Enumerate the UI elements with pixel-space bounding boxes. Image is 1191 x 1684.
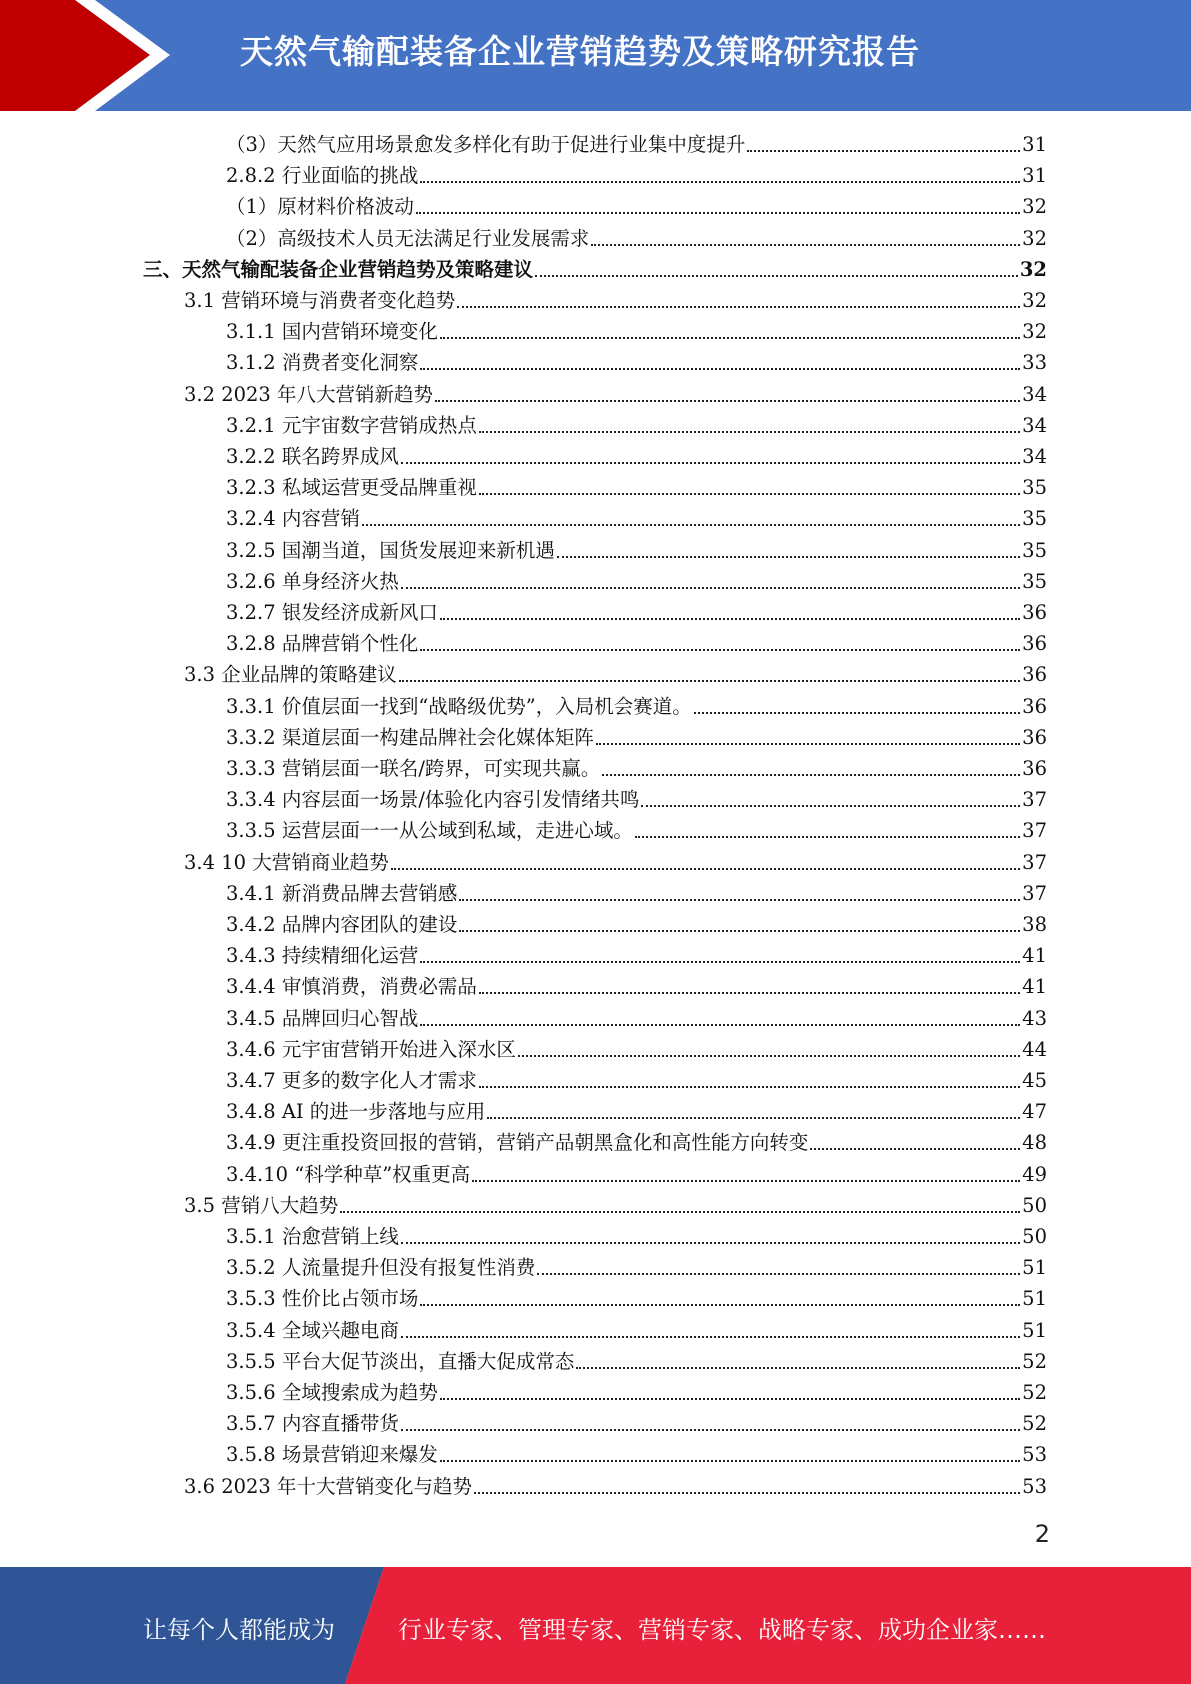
toc-entry-page: 52	[1022, 1381, 1047, 1404]
toc-entry[interactable]	[143, 252, 1047, 283]
toc-entry-page: 36	[1022, 725, 1047, 749]
toc-dot-leader	[340, 1211, 1020, 1213]
toc-entry-label: 3.5 营销八大趋势	[184, 1193, 339, 1217]
toc-dot-leader	[474, 1492, 1020, 1494]
toc-entry[interactable]	[226, 1001, 1047, 1032]
toc-entry-page: 32	[1022, 226, 1047, 250]
toc-entry[interactable]	[226, 1063, 1047, 1094]
toc-entry-page: 43	[1022, 1006, 1047, 1030]
toc-entry[interactable]	[226, 221, 1047, 252]
toc-entry-label: 3.2 2023 年八大营销新趋势	[184, 382, 434, 406]
toc-entry[interactable]	[226, 813, 1047, 844]
toc-dot-leader	[635, 836, 1020, 838]
toc-entry-page: 35	[1022, 507, 1047, 531]
toc-dot-leader	[487, 1117, 1020, 1119]
toc-dot-leader	[747, 150, 1020, 152]
toc-dot-leader	[401, 1336, 1020, 1338]
toc-entry-page: 50	[1022, 1225, 1047, 1248]
toc-dot-leader	[576, 1367, 1020, 1369]
toc-entry-label: 3.4.8 AI 的进一步落地与应用	[226, 1100, 486, 1124]
toc-entry[interactable]	[226, 533, 1047, 564]
toc-dot-leader	[420, 961, 1020, 963]
toc-entry-label: 3.4.9 更注重投资回报的营销，营销产品朝黑盒化和高性能方向转变	[226, 1131, 809, 1155]
toc-entry[interactable]	[226, 782, 1047, 813]
toc-dot-leader	[420, 649, 1020, 651]
toc-entry-label: （1）原材料价格波动	[226, 195, 414, 219]
toc-entry-page: 52	[1022, 1412, 1047, 1436]
toc-entry-page: 36	[1022, 663, 1047, 687]
toc-entry-page: 37	[1022, 819, 1047, 843]
toc-entry[interactable]	[226, 876, 1047, 907]
toc-dot-leader	[440, 618, 1020, 620]
toc-entry-label: 3.5.3 性价比占领市场	[226, 1287, 419, 1311]
toc-entry-page: 36	[1022, 601, 1047, 624]
toc-entry-page: 48	[1022, 1131, 1047, 1155]
toc-dot-leader	[535, 275, 1018, 277]
toc-entry[interactable]	[184, 283, 1047, 314]
toc-dot-leader	[596, 743, 1020, 745]
toc-entry-label: 3.2.4 内容营销	[226, 507, 360, 531]
toc-entry[interactable]	[226, 626, 1047, 657]
toc-dot-leader	[435, 400, 1020, 402]
toc-entry-label: 3.4.6 元宇宙营销开始进入深水区	[226, 1037, 516, 1061]
toc-entry-label: （2）高级技术人员无法满足行业发展需求	[226, 226, 590, 250]
toc-entry-page: 33	[1022, 351, 1047, 375]
toc-entry-page: 45	[1022, 1069, 1047, 1092]
toc-entry-label: 3.5.2 人流量提升但没有报复性消费	[226, 1256, 536, 1280]
page-header	[0, 0, 1191, 111]
toc-entry-page: 41	[1022, 944, 1047, 968]
toc-entry-page: 35	[1022, 569, 1047, 593]
toc-entry[interactable]	[184, 377, 1047, 408]
toc-entry-label: 2.8.2 行业面临的挑战	[226, 164, 419, 188]
toc-entry-page: 31	[1022, 164, 1047, 188]
toc-entry-page: 53	[1022, 1443, 1047, 1467]
toc-entry[interactable]	[226, 127, 1047, 158]
toc-entry-label: 3.1 营销环境与消费者变化趋势	[184, 289, 456, 312]
toc-entry-label: 3.1.1 国内营销环境变化	[226, 320, 438, 344]
toc-entry-label: 3.4.5 品牌回归心智战	[226, 1006, 419, 1030]
toc-entry-label: 3.5.8 场景营销迎来爆发	[226, 1443, 438, 1467]
toc-entry[interactable]	[226, 314, 1047, 345]
toc-entry[interactable]	[226, 189, 1047, 220]
footer-slogan-left: 让每个人都能成为	[143, 1616, 335, 1644]
toc-entry-page: 36	[1022, 757, 1047, 780]
toc-entry[interactable]	[226, 969, 1047, 1000]
toc-entry-label: 3.4.2 品牌内容团队的建设	[226, 913, 458, 936]
toc-entry-label: 3.5.4 全域兴趣电商	[226, 1318, 399, 1342]
toc-entry-page: 51	[1022, 1256, 1047, 1280]
toc-entry[interactable]	[226, 938, 1047, 969]
toc-entry-label: 3.4 10 大营销商业趋势	[184, 850, 389, 874]
toc-entry[interactable]	[226, 1406, 1047, 1437]
toc-entry[interactable]	[226, 501, 1047, 532]
toc-entry-label: 三、天然气输配装备企业营销趋势及策略建议	[143, 257, 534, 281]
toc-dot-leader	[479, 992, 1020, 994]
toc-dot-leader	[457, 306, 1020, 308]
toc-entry[interactable]	[184, 657, 1047, 688]
toc-entry-page: 47	[1022, 1100, 1047, 1124]
toc-entry[interactable]	[226, 1375, 1047, 1406]
report-title: 天然气输配装备企业营销趋势及策略研究报告	[240, 32, 920, 71]
toc-entry-label: 3.5.6 全域搜索成为趋势	[226, 1381, 438, 1404]
toc-entry[interactable]	[184, 1188, 1047, 1219]
toc-dot-leader	[557, 556, 1020, 558]
toc-entry-label: 3.5.5 平台大促节淡出，直播大促成常态	[226, 1349, 575, 1373]
toc-entry-label: 3.2.3 私域运营更受品牌重视	[226, 476, 477, 500]
toc-dot-leader	[479, 431, 1020, 433]
toc-dot-leader	[641, 805, 1020, 807]
toc-dot-leader	[459, 930, 1020, 932]
toc-entry[interactable]	[184, 1469, 1047, 1500]
toc-entry-page: 38	[1022, 913, 1047, 936]
toc-dot-leader	[440, 1460, 1020, 1462]
toc-dot-leader	[694, 712, 1020, 714]
toc-entry-label: 3.2.5 国潮当道，国货发展迎来新机遇	[226, 538, 555, 562]
toc-entry-label: 3.2.8 品牌营销个性化	[226, 632, 419, 656]
toc-entry-label: 3.4.3 持续精细化运营	[226, 944, 419, 968]
toc-dot-leader	[479, 493, 1020, 495]
toc-entry-label: 3.3.1 价值层面一找到“战略级优势”，入局机会赛道。	[226, 694, 692, 718]
toc-entry-page: 37	[1022, 881, 1047, 905]
toc-entry-page: 36	[1022, 632, 1047, 656]
toc-entry-page: 41	[1022, 975, 1047, 999]
toc-entry[interactable]	[226, 689, 1047, 720]
toc-entry-label: 3.6 2023 年十大营销变化与趋势	[184, 1474, 473, 1498]
footer-slogan-right: 行业专家、管理专家、营销专家、战略专家、成功企业家……	[398, 1616, 1046, 1644]
toc-dot-leader	[416, 212, 1020, 214]
toc-entry-label: 3.1.2 消费者变化洞察	[226, 351, 419, 375]
toc-entry-page: 32	[1022, 195, 1047, 219]
toc-entry-page: 52	[1022, 1349, 1047, 1373]
toc-entry[interactable]	[226, 751, 1047, 782]
toc-entry-label: 3.2.6 单身经济火热	[226, 569, 399, 593]
toc-dot-leader	[810, 1148, 1020, 1150]
toc-entry-page: 51	[1022, 1287, 1047, 1311]
toc-entry-label: 3.3 企业品牌的策略建议	[184, 663, 397, 687]
toc-entry-page: 31	[1022, 133, 1047, 156]
toc-dot-leader	[518, 1055, 1020, 1057]
toc-dot-leader	[399, 680, 1020, 682]
toc-entry-label: 3.4.7 更多的数字化人才需求	[226, 1069, 477, 1092]
toc-entry-label: 3.2.2 联名跨界成风	[226, 445, 399, 468]
toc-dot-leader	[537, 1273, 1020, 1275]
toc-entry[interactable]	[226, 1219, 1047, 1250]
toc-entry[interactable]	[226, 408, 1047, 439]
toc-entry[interactable]	[226, 1437, 1047, 1468]
toc-entry-page: 53	[1022, 1474, 1047, 1498]
toc-entry[interactable]	[226, 1250, 1047, 1281]
toc-entry-label: 3.5.7 内容直播带货	[226, 1412, 399, 1436]
toc-entry-label: 3.3.2 渠道层面一构建品牌社会化媒体矩阵	[226, 725, 594, 749]
toc-entry-label: 3.3.3 营销层面一联名/跨界，可实现共赢。	[226, 757, 601, 780]
toc-entry-page: 32	[1022, 320, 1047, 344]
toc-dot-leader	[420, 1024, 1020, 1026]
toc-entry-page: 44	[1022, 1037, 1047, 1061]
toc-entry[interactable]	[226, 1344, 1047, 1375]
toc-dot-leader	[420, 181, 1020, 183]
toc-entry-label: 3.3.5 运营层面一一从公域到私域，走进心域。	[226, 819, 633, 843]
toc-entry[interactable]	[226, 1125, 1047, 1156]
toc-entry-label: 3.3.4 内容层面一场景/体验化内容引发情绪共鸣	[226, 788, 640, 812]
toc-entry-label: 3.4.10 “科学种草”权重更高	[226, 1162, 471, 1186]
toc-entry-page: 49	[1022, 1162, 1047, 1186]
toc-entry-page: 35	[1022, 538, 1047, 562]
toc-entry-label: 3.5.1 治愈营销上线	[226, 1225, 399, 1248]
toc-entry[interactable]	[184, 845, 1047, 876]
toc-entry-page: 51	[1022, 1318, 1047, 1342]
toc-dot-leader	[459, 899, 1020, 901]
toc-entry[interactable]	[226, 720, 1047, 751]
toc-dot-leader	[420, 1304, 1020, 1306]
toc-entry-page: 36	[1022, 694, 1047, 718]
toc-dot-leader	[401, 1429, 1020, 1431]
toc-entry-page: 34	[1022, 445, 1047, 468]
toc-entry[interactable]	[226, 1313, 1047, 1344]
toc-dot-leader	[479, 1086, 1020, 1088]
toc-entry[interactable]	[226, 345, 1047, 376]
toc-entry[interactable]	[226, 907, 1047, 938]
toc-entry[interactable]	[226, 470, 1047, 501]
toc-entry[interactable]	[226, 1032, 1047, 1063]
toc-entry-page: 32	[1022, 289, 1047, 312]
toc-entry-label: 3.4.4 审慎消费，消费必需品	[226, 975, 477, 999]
toc-entry-label: （3）天然气应用场景愈发多样化有助于促进行业集中度提升	[226, 133, 746, 156]
page-number: 2	[1034, 1520, 1050, 1548]
toc-dot-leader	[440, 337, 1020, 339]
toc-dot-leader	[602, 774, 1020, 776]
toc-dot-leader	[401, 587, 1020, 589]
toc-dot-leader	[591, 244, 1020, 246]
toc-dot-leader	[401, 462, 1020, 464]
toc-entry-page: 34	[1022, 382, 1047, 406]
toc-entry-label: 3.2.1 元宇宙数字营销成热点	[226, 413, 477, 437]
page-footer	[0, 1567, 1191, 1684]
toc-entry[interactable]	[226, 1157, 1047, 1188]
toc-entry-label: 3.2.7 银发经济成新风口	[226, 601, 438, 624]
toc-entry-page: 37	[1022, 850, 1047, 874]
toc-dot-leader	[362, 524, 1020, 526]
toc-dot-leader	[420, 368, 1020, 370]
toc-entry[interactable]	[226, 1281, 1047, 1312]
toc-entry[interactable]	[226, 595, 1047, 626]
toc-entry-page: 32	[1019, 257, 1047, 281]
toc-dot-leader	[391, 868, 1020, 870]
toc-dot-leader	[472, 1180, 1020, 1182]
toc-entry[interactable]	[226, 439, 1047, 470]
toc-entry[interactable]	[226, 158, 1047, 189]
toc-entry-page: 35	[1022, 476, 1047, 500]
toc-entry[interactable]	[226, 1094, 1047, 1125]
toc-entry-page: 50	[1022, 1193, 1047, 1217]
toc-entry-page: 34	[1022, 413, 1047, 437]
toc-entry-label: 3.4.1 新消费品牌去营销感	[226, 881, 458, 905]
toc-entry-page: 37	[1022, 788, 1047, 812]
toc-dot-leader	[401, 1242, 1020, 1244]
toc-entry[interactable]	[226, 564, 1047, 595]
toc-dot-leader	[440, 1398, 1020, 1400]
